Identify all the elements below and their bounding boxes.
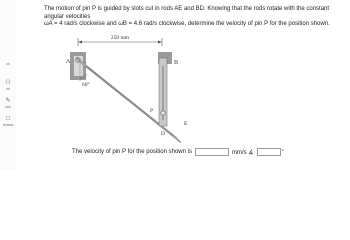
label-P: P <box>150 108 154 114</box>
problem-line-1: The motion of pin P is guided by slots cut in rods AE and BD. Knowing that the rods rotate with the constant angular velocities <box>44 6 330 20</box>
problem-line-2: ωA = 4 rad/s clockwise and ωB = 4.6 rad/s clockwise, determine the velocity of pin P for the position shown. <box>44 21 330 27</box>
pin-P <box>161 111 165 115</box>
dimension-label: 250 mm <box>110 35 130 41</box>
answer-row <box>72 146 284 158</box>
angle-input[interactable] <box>257 148 281 156</box>
hint-icon: ⚇ <box>5 80 11 86</box>
pencil-icon: ✎ <box>5 98 11 104</box>
dimension-arrow-right <box>158 41 162 44</box>
angle-label: 60° <box>82 82 90 88</box>
sidebar-item-label: ces <box>5 105 11 109</box>
sidebar-item-label: ok <box>6 62 10 66</box>
sidebar-item-label: int <box>6 87 10 91</box>
sidebar-item-label: rences <box>2 123 14 127</box>
answer-prompt: The velocity of pin P for the position shown is <box>72 149 192 155</box>
velocity-input[interactable] <box>195 148 229 156</box>
label-E: E <box>184 121 188 127</box>
document-icon: □ <box>6 116 10 122</box>
velocity-unit: mm/s ∡ <box>231 149 254 156</box>
degree-symbol: ° <box>281 149 284 155</box>
label-A: A <box>66 59 71 65</box>
label-B: B <box>174 60 179 66</box>
label-D: D <box>161 131 165 137</box>
dimension-arrow-left <box>78 41 82 44</box>
